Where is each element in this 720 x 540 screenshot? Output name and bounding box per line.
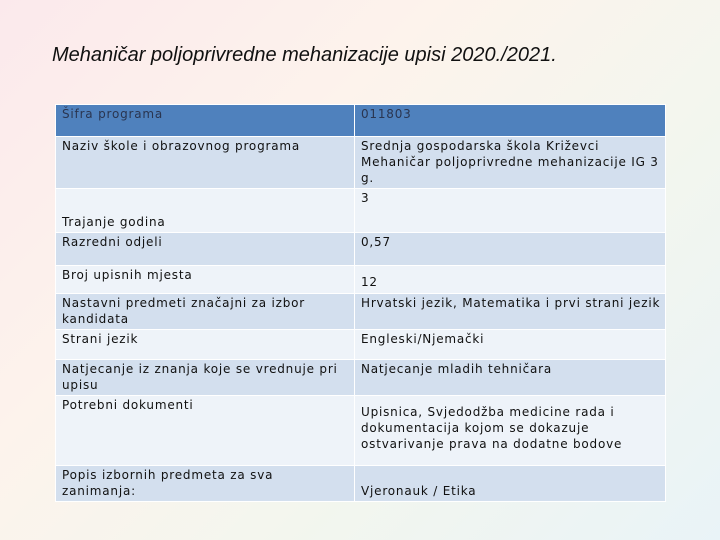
table-row	[56, 360, 666, 396]
label-text: Nastavni predmeti značajni za izbor kandidata	[62, 296, 305, 326]
value-text: Srednja gospodarska škola Križevci	[361, 139, 600, 153]
label-cell-key-subjects	[56, 294, 355, 330]
table-row	[56, 266, 666, 294]
label-text: Natjecanje iz znanja koje se vrednuje pri upisu	[62, 362, 338, 392]
value-text: 0,57	[361, 235, 391, 249]
table-row	[56, 189, 666, 233]
value-text: 3	[361, 191, 370, 205]
label-cell-required-documents	[56, 396, 355, 466]
value-text: Natjecanje mladih tehničara	[361, 362, 553, 376]
label-cell-competition	[56, 360, 355, 396]
table-row	[56, 466, 666, 502]
value-text: Vjeronauk / Etika	[361, 484, 477, 498]
table-row	[56, 294, 666, 330]
value-cell-class-units	[355, 233, 666, 266]
value-cell-program-code	[355, 105, 666, 137]
label-text: Potrebni dokumenti	[62, 398, 194, 412]
label-text: Broj upisnih mjesta	[62, 268, 193, 282]
label-text: Strani jezik	[62, 332, 139, 346]
value-text: Upisnica, Svjedodžba medicine rada i dokumentacija kojom se dokazuje ostvarivanje prava na dodatne bodove	[361, 405, 623, 451]
value-cell-school-name	[355, 137, 666, 189]
label-text: Naziv škole i obrazovnog programa	[62, 139, 301, 153]
table-row	[56, 105, 666, 137]
table-row	[56, 233, 666, 266]
value-cell-competition	[355, 360, 666, 396]
table-row	[56, 330, 666, 360]
table-row	[56, 396, 666, 466]
value-text: Mehaničar poljoprivredne mehanizacije IG 3 g.	[361, 155, 659, 185]
label-cell-enrollment-places	[56, 266, 355, 294]
label-text: Trajanje godina	[62, 215, 166, 229]
value-cell-duration	[355, 189, 666, 233]
label-cell-elective-subjects	[56, 466, 355, 502]
label-text: Šifra programa	[62, 107, 164, 121]
program-info-table	[55, 104, 666, 502]
page-title: Mehaničar poljoprivredne mehanizacije upisi 2020./2021.	[52, 44, 557, 66]
label-cell-program-code	[56, 105, 355, 137]
value-cell-required-documents	[355, 396, 666, 466]
label-text: Popis izbornih predmeta za sva zanimanja:	[62, 468, 274, 498]
label-cell-foreign-language	[56, 330, 355, 360]
label-cell-duration	[56, 189, 355, 233]
table-row	[56, 137, 666, 189]
value-text: Hrvatski jezik, Matematika i prvi strani jezik	[361, 296, 661, 310]
value-text: 011803	[361, 107, 412, 121]
value-cell-foreign-language	[355, 330, 666, 360]
label-cell-class-units	[56, 233, 355, 266]
label-text: Razredni odjeli	[62, 235, 163, 249]
label-cell-school-name	[56, 137, 355, 189]
value-cell-enrollment-places	[355, 266, 666, 294]
value-text: 12	[361, 275, 378, 289]
value-cell-elective-subjects	[355, 466, 666, 502]
value-text: Engleski/Njemački	[361, 332, 485, 346]
value-cell-key-subjects	[355, 294, 666, 330]
